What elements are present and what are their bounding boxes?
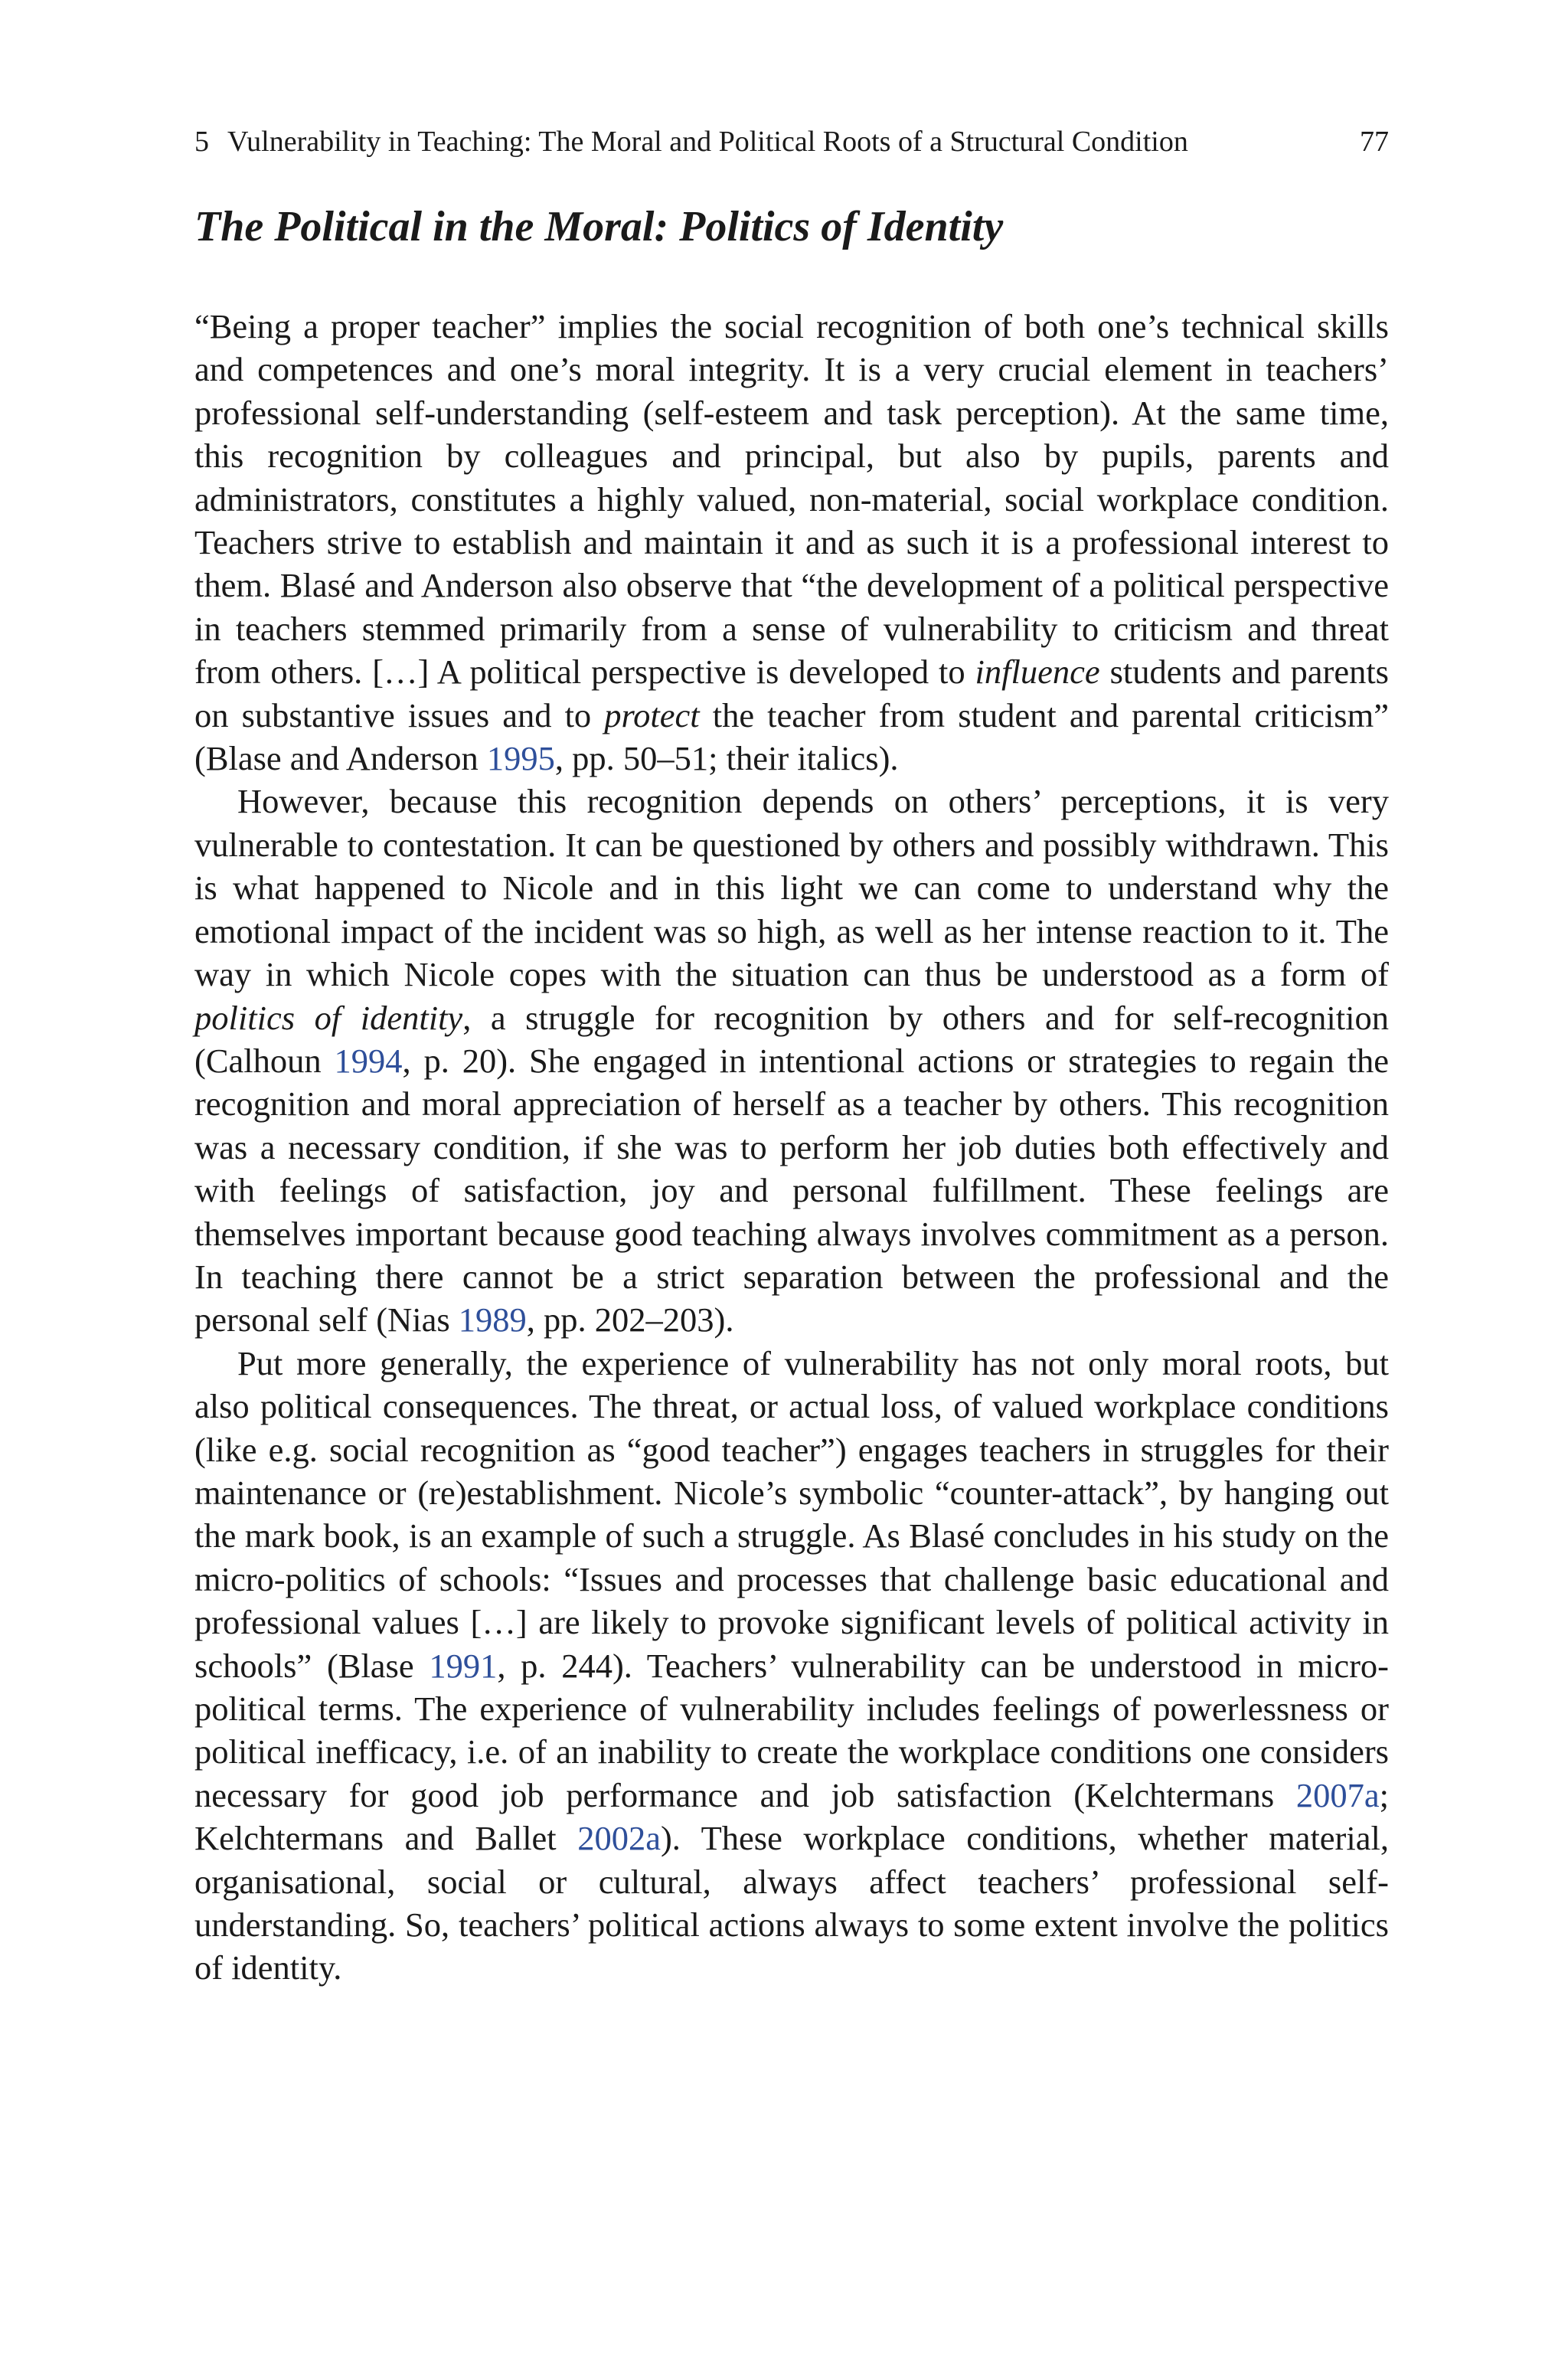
text-run: Put more generally, the experience of vulnerability has not only moral roots, but also political consequences. The threat, or actual loss, of valued workplace conditions (like e.g. social recognition as “good teacher”) engages teachers in struggles for their maintenance or (re)establishment. Nicole’s symbolic “counter-attack”, by hanging out the mark book, is an example of such a struggle. As Blasé concludes in his study on the micro-politics of schools: “Issues and processes that challenge basic educational and professional values […] are likely to provoke significant levels of political activity in schools” (Blase [194,1343,1389,1685]
citation-link[interactable]: 1994 [334,1041,403,1080]
running-head [194,123,1389,161]
paragraph-1 [194,305,1389,780]
text-run: students and parents on substantive issues and to [194,653,1390,734]
chapter-title: Vulnerability in Teaching: The Moral and Political Roots of a Structural Condition [227,126,1188,158]
body-text [194,305,1389,1990]
text-run: , p. 20). She engaged in intentional actions or strategies to regain the recognition and moral appreciation of herself as a teacher by others. This recognition was a necessary condition, if she was to perform her job duties both effectively and with feelings of satisfaction, joy and personal fulfillment. These feelings are themselves important because good teaching always involves commitment as a person. In teaching there cannot be a strict separation between the professional and the personal self (Nias [194,1041,1389,1339]
text-run: However, because this recognition depends on others’ perceptions, it is very vulnerable to contestation. It can be questioned by others and possibly withdrawn. This is what happened to Nicole and in this light we can come to understand why the emotional impact of the incident was so high, as well as her intense reaction to it. The way in which Nicole copes with the situation can thus be understood as a form of [194,782,1389,994]
text-run: ; Kelchtermans and Ballet [194,1775,1389,1858]
citation-link[interactable]: 2007a [1295,1775,1380,1814]
citation-link[interactable]: 2002a [577,1819,661,1858]
chapter-number: 5 [194,126,209,158]
citation-link[interactable]: 1995 [486,739,555,778]
paragraph-2 [194,780,1389,1341]
text-run: “Being a proper teacher” implies the social recognition of both one’s technical skills and competences and one’s moral integrity. It is a very crucial element in teachers’ professional self-understanding (self-esteem and task perception). At the same time, this recognition by colleagues and principal, but also by pupils, parents and administrators, constitutes a highly valued, non-material, social workplace condition. Teachers strive to establish and maintain it and as such it is a professional interest to them. Blasé and Anderson also observe that “the development of a political perspective in teachers stemmed primarily from a sense of vulnerability to criticism and threat from others. […] A political perspective is developed to [194,307,1389,692]
citation-link[interactable]: 1991 [429,1646,498,1685]
emphasis-text: protect [604,695,700,734]
section-title: The Political in the Moral: Politics of Identity [194,203,1004,250]
emphasis-text: politics of identity [194,998,463,1037]
text-run: , a struggle for recognition by others and for self-recognition (Calhoun [194,998,1389,1080]
text-run: , pp. 202–203). [526,1300,734,1339]
paragraph-3 [194,1342,1389,1990]
citation-link[interactable]: 1989 [458,1300,527,1339]
text-run: , pp. 50–51; their italics). [554,739,899,778]
emphasis-text: influence [975,653,1100,692]
text-run: , p. 244). Teachers’ vulnerability can be understood in micro-political terms. The experience of vulnerability includes feelings of powerlessness or political inefficacy, i.e. of an inability to create the workplace conditions one considers necessary for good job performance and job satisfaction (Kelchtermans [194,1646,1389,1814]
text-run: the teacher from student and parental criticism” (Blase and Anderson [194,695,1389,778]
page-number: 77 [1360,126,1389,158]
text-run: ). These workplace conditions, whether material, organisational, social or cultural, always affect teachers’ professional self-understanding. So, teachers’ political actions always to some extent involve the politics of identity. [194,1819,1389,1987]
